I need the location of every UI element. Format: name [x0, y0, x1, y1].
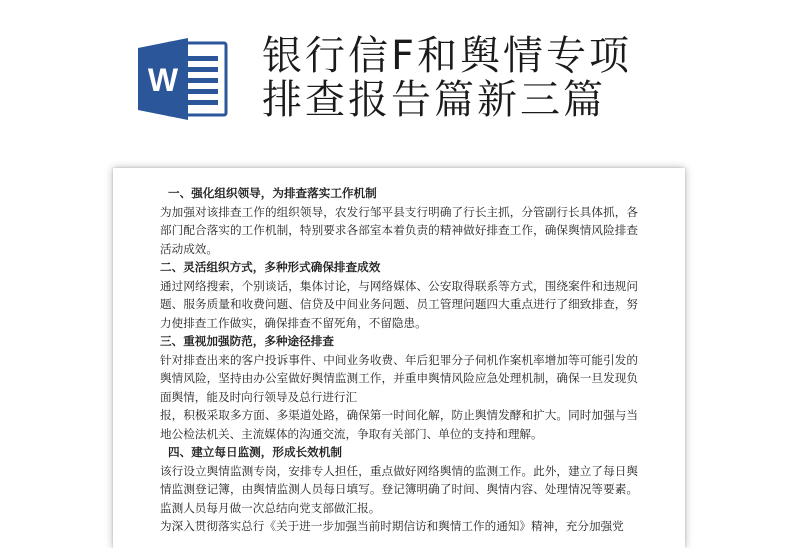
document-body: [160, 184, 638, 536]
paragraph-4: 报，积极采取多方面、多渠道处路，确保第一时间化解，防止舆情发酵和扩大。同时加强与当地公检法机关、主流媒体的沟通交流，争取有关部门、单位的支持和理解。: [160, 408, 638, 441]
title-line-1: 银行信F和舆情专项: [262, 33, 633, 79]
word-doc-icon: [138, 38, 230, 120]
word-icon-letter: W: [147, 62, 179, 98]
section-heading-2: 二、灵活组织方式，多种形式确保排查成效: [160, 260, 381, 274]
paragraph-1: 为加强对该排查工作的组织领导，农发行邹平县支行明确了行长主抓，分管副行长具体抓，各部门配合落实的工作机制，特别要求各部室本着负责的精神做好排查工作，确保舆情风险排查活动成效。: [160, 204, 638, 256]
title-line-2: 排查报告篇新三篇: [262, 77, 606, 123]
section-heading-4: 四、建立每日监测，形成长效机制: [168, 445, 342, 459]
paragraph-5: 该行设立舆情监测专岗，安排专人担任，重点做好网络舆情的监测工作。此外，建立了每日舆情监测登记簿，由舆情监测人员每日填写。登记簿明确了时间、舆情内容、处理情况等要素。监测人员每月做一次总结向党支部做汇报。: [160, 463, 638, 515]
page-header: [0, 0, 800, 160]
paragraph-2: 通过网络搜索，个别谈话，集体讨论，与网络媒体、公安取得联系等方式，围绕案件和违规问题、服务质量和收费问题、信贷及中间业务问题、员工管理问题四大重点进行了细致排查，努力使排查工作做实，确保排查不留死角，不留隐患。: [160, 278, 638, 330]
page-title: [262, 34, 782, 122]
paragraph-3: 针对排查出来的客户投诉事件、中间业务收费、年后犯罪分子伺机作案机率增加等可能引发的舆情风险，坚持由办公室做好舆情监测工作，并重申舆情风险应急处理机制，确保一旦发现负面舆情，能及时向行领导及总行进行汇: [160, 352, 638, 404]
section-heading-3: 三、重视加强防范，多种途径排查: [160, 334, 334, 348]
section-heading-1: 一、强化组织领导，为排查落实工作机制: [168, 186, 377, 200]
paragraph-6: 为深入贯彻落实总行《关于进一步加强当前时期信访和舆情工作的通知》精神，充分加强党: [160, 519, 624, 533]
